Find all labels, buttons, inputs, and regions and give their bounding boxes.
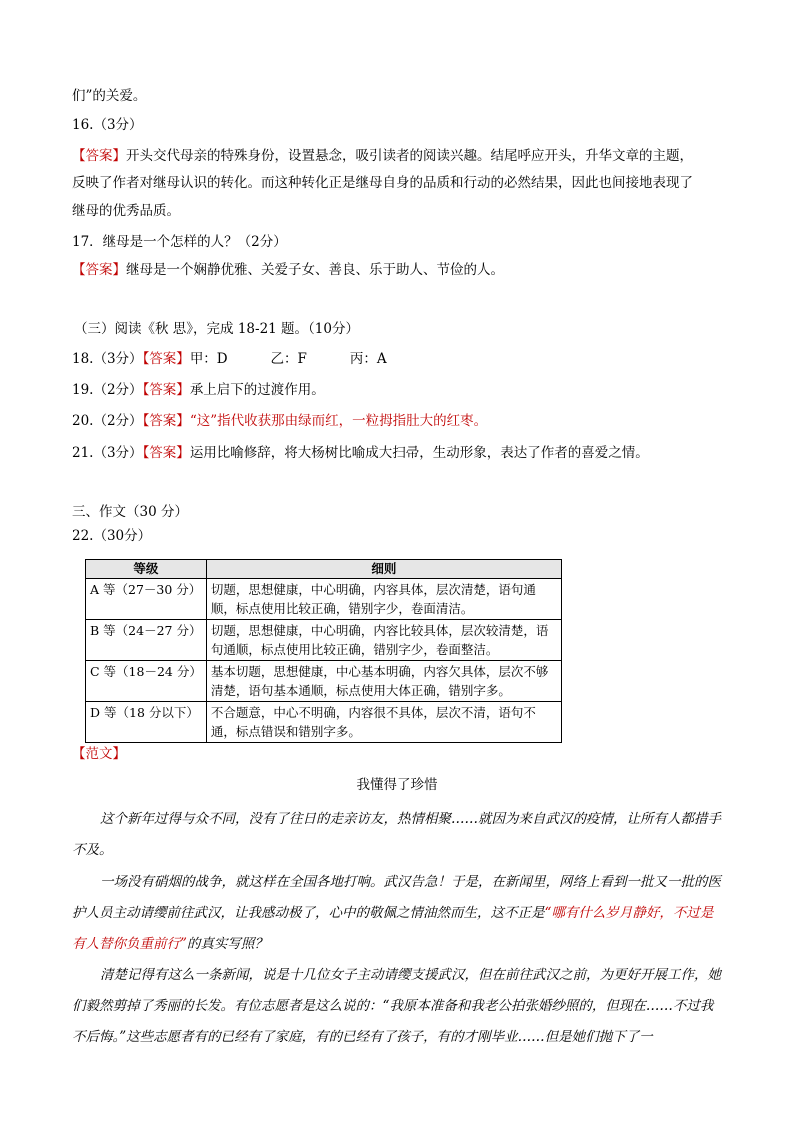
answer-tag: 【答案】 [142,413,190,429]
grade-cell: A 等（27－30 分） [86,579,207,620]
text-line: 们”的关爱。 [72,88,147,104]
grade-cell: B 等（24－27 分） [86,620,207,661]
essay-paragraph-1: 这个新年过得与众不同，没有了往日的走亲访友，热情相聚……就因为来自武汉的疫情，让所有人都措手不及。 [72,811,721,858]
answer-tag: 【答案】 [142,351,190,367]
question-number: 18.（3分） [72,351,143,367]
answer-tag: 【答案】 [142,382,190,398]
answer-20 [72,411,722,431]
essay-text: 一场没有硝烟的战争，就这样在全国各地打响。武汉告急！于是，在新闻里，网络上看到一批又一批的医护人员主动请缨前往武汉，让我感动极了，心中的敬佩之情油然而生，这不正是 [72,874,721,921]
table-row [86,661,562,702]
header-detail: 细则 [206,560,561,579]
detail-cell: 基本切题，思想健康，中心基本明确，内容欠具体，层次不够清楚，语句基本通顺，标点使用大体正确，错别字多。 [206,661,561,702]
essay-text: 这些志愿者有的已经有了家庭，有的已经有了孩子，有的才刚毕业……但是她们抛下了一 [126,1029,653,1045]
answer-tag: 【答案】 [142,445,190,461]
table-row [86,579,562,620]
table-header-row [86,560,562,579]
table-row [86,702,562,743]
essay-title: 我懂得了珍惜 [356,777,438,793]
part-3-heading: 三、作文（30 分） [72,504,188,520]
table-row [86,620,562,661]
header-grade: 等级 [86,560,207,579]
answer-16-line-1 [72,146,722,166]
answer-text: “这”指代收获那由绿而红，一粒拇指肚大的红枣。 [189,413,488,429]
question-number: 20.（2分） [72,413,143,429]
detail-cell: 切题，思想健康，中心明确，内容具体，层次清楚，语句通顺，标点使用比较正确，错别字少，卷面清洁。 [206,579,561,620]
answer-text: 运用比喻修辞，将大杨树比喻成大扫帚，生动形象，表达了作者的喜爱之情。 [189,445,649,461]
grading-table [85,559,562,743]
answer-text: 继母是一个娴静优雅、关爱子女、善良、乐于助人、节俭的人。 [126,262,504,278]
answer-text: 开头交代母亲的特殊身份，设置悬念，吸引读者的阅读兴趣。结尾呼应开头，升华文章的主题， [126,148,693,164]
question-22: 22.（30分） [72,528,152,544]
essay-paragraph-2 [72,867,722,960]
answer-18 [72,349,722,369]
essay-quote: “我原本准备和我老公拍张婚纱照的，但现在……不过我不后悔。” [72,998,714,1045]
answer-17 [72,260,722,280]
essay-quote: “哪有什么岁月静好，不过是有人替你负重前行” [72,905,714,952]
essay-paragraph-3 [72,960,722,1053]
answer-21 [72,443,722,463]
essay-text: 清楚记得有这么一条新闻，说是十几位女子主动请缨支援武汉，但在前往武汉之前，为更好开展工作，她们毅然剪掉了秀丽的长发。有位志愿者是这么说的： [72,967,721,1014]
essay-text: 的真实写照？ [186,936,268,952]
question-17: 17．继母是一个怎样的人？（2分） [72,234,287,250]
detail-cell: 不合题意，中心不明确，内容很不具体，层次不清，语句不通，标点错误和错别字多。 [206,702,561,743]
question-16: 16.（3分） [72,117,143,133]
question-number: 19.（2分） [72,382,143,398]
model-essay-tag: 【范文】 [72,746,126,762]
answer-16-line-2: 反映了作者对继母认识的转化。而这种转化正是继母自身的品质和行动的必然结果，因此也间接地表现了 [72,175,693,191]
answer-tag: 【答案】 [72,262,126,278]
grade-cell: C 等（18－24 分） [86,661,207,702]
answer-19 [72,380,722,400]
answer-16-line-3: 继母的优秀品质。 [72,203,180,219]
answer-text: 甲：D 乙：F 丙：A [189,351,387,367]
answer-tag: 【答案】 [72,148,126,164]
grade-cell: D 等（18 分以下） [86,702,207,743]
detail-cell: 切题，思想健康，中心明确，内容比较具体，层次较清楚，语句通顺，标点使用比较正确，错别字少，卷面整洁。 [206,620,561,661]
answer-text: 承上启下的过渡作用。 [189,382,325,398]
question-number: 21.（3分） [72,445,143,461]
section-3-heading: （三）阅读《秋 思》，完成 18-21 题。（10分） [74,321,359,337]
